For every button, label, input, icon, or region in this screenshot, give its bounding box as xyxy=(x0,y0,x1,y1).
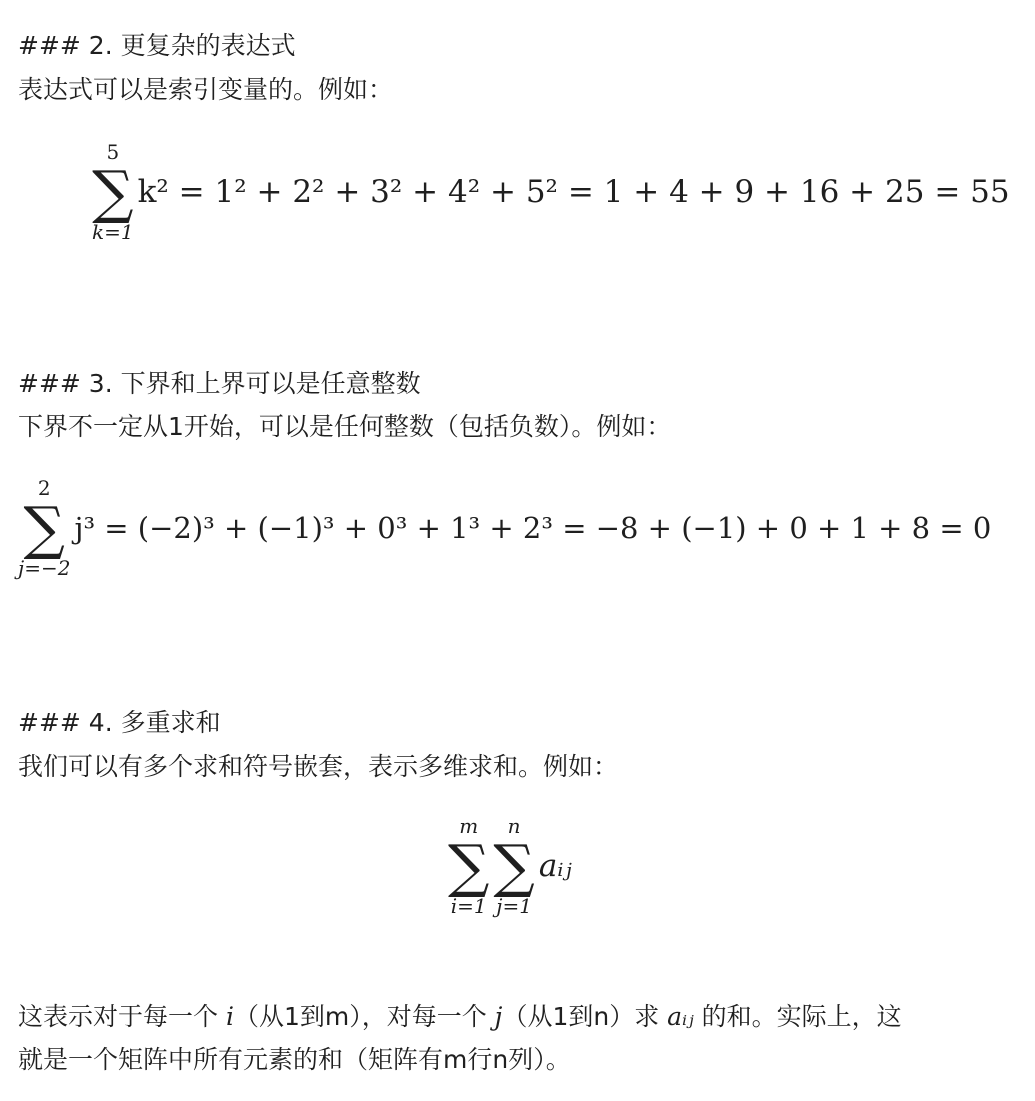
explanation-line-1 xyxy=(18,994,902,1040)
explanation-text: （从1到n）求 xyxy=(502,1002,668,1031)
formula-double-sum xyxy=(448,814,572,918)
explanation-text: 的和。实际上，这 xyxy=(693,1002,902,1031)
variable-a-ij: aᵢⱼ xyxy=(667,1002,694,1031)
sum-expression: j³ = (−2)³ + (−1)³ + 0³ + 1³ + 2³ = −8 + (−1) + 0 + 1 + 8 = 0 xyxy=(74,511,992,545)
formula-sum-k-squared xyxy=(92,140,1010,244)
section-3-description: 下界不一定从1开始，可以是任何整数（包括负数）。例如： xyxy=(18,412,672,441)
summand-a-ij: aᵢⱼ xyxy=(538,848,572,884)
outer-sum-lower-limit: i=1 xyxy=(450,894,487,918)
section-3-heading: ### 3. 下界和上界可以是任意整数 xyxy=(18,369,421,398)
sum-lower-limit: k=1 xyxy=(92,220,134,244)
sum-lower-limit: j=−2 xyxy=(18,556,71,580)
inner-summation-symbol xyxy=(493,814,534,918)
explanation-text: （从1到m），对每一个 xyxy=(233,1002,495,1031)
variable-i: i xyxy=(225,1002,234,1031)
sigma-glyph: ∑ xyxy=(448,832,490,900)
variable-j: j xyxy=(494,1002,503,1031)
outer-sum-upper-limit: m xyxy=(459,814,479,838)
sigma-glyph: ∑ xyxy=(23,494,65,562)
sigma-glyph: ∑ xyxy=(92,158,134,226)
formula-sum-j-cubed xyxy=(18,476,991,580)
sum-expression: k² = 1² + 2² + 3² + 4² + 5² = 1 + 4 + 9 + 16 + 25 = 55 xyxy=(137,174,1010,210)
section-4-description: 我们可以有多个求和符号嵌套，表示多维求和。例如： xyxy=(18,752,619,781)
section-2-description: 表达式可以是索引变量的。例如： xyxy=(18,75,394,104)
outer-summation-symbol xyxy=(448,814,489,918)
sum-upper-limit: 2 xyxy=(37,476,51,500)
section-2-heading: ### 2. 更复杂的表达式 xyxy=(18,31,296,60)
sigma-glyph: ∑ xyxy=(493,832,535,900)
explanation-line-2: 就是一个矩阵中所有元素的和（矩阵有m行n列）。 xyxy=(18,1045,571,1074)
summation-symbol xyxy=(92,140,134,244)
inner-sum-upper-limit: n xyxy=(507,814,521,838)
section-4-heading: ### 4. 多重求和 xyxy=(18,708,221,737)
inner-sum-lower-limit: j=1 xyxy=(496,894,532,918)
explanation-text: 这表示对于每一个 xyxy=(18,1002,226,1031)
sum-upper-limit: 5 xyxy=(106,140,120,164)
summation-symbol xyxy=(18,476,70,580)
